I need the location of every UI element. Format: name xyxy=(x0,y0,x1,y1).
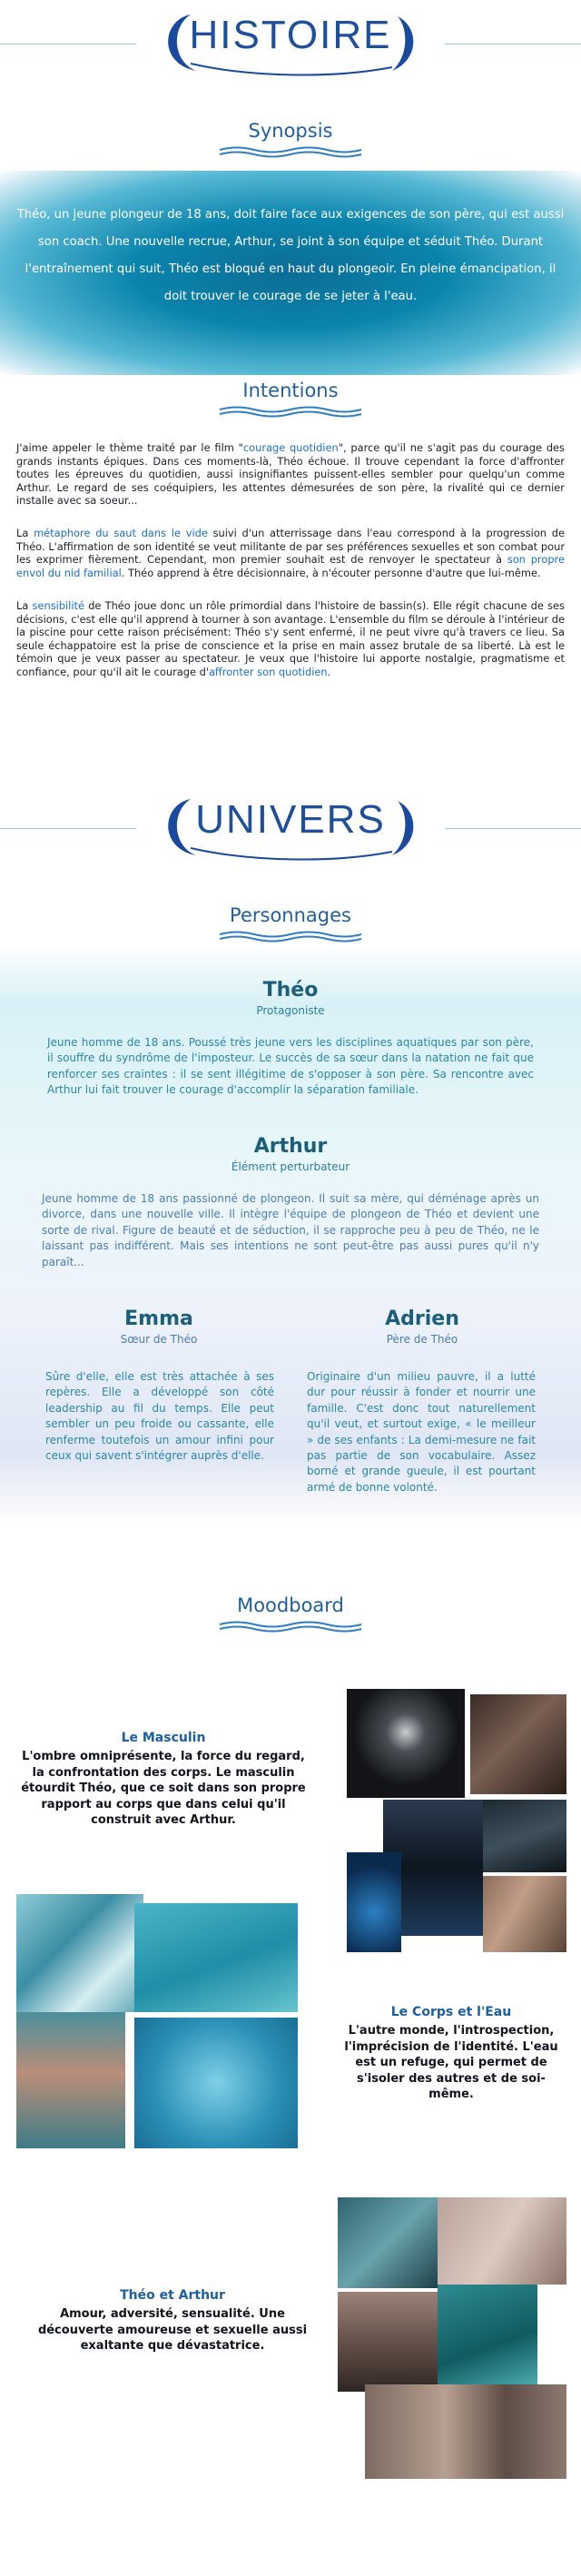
photo-swimmer-top xyxy=(134,1903,298,2012)
arthur-name: Arthur xyxy=(253,1135,328,1158)
photo-underwater-blue xyxy=(347,1852,401,1952)
highlight-envol: son propre envol du nid familial xyxy=(16,553,566,579)
emma-description: Sûre d'elle, elle est très attachée à ses repères. Elle a développé son côté leadership au fil du temps. Elle peut sembler un peu froide ou cassante, elle renferme toutefois un amour infini pour ceux qui savent s'intégrer auprès d'elle. xyxy=(45,1370,274,1463)
intentions-wave-icon xyxy=(218,405,363,418)
photo-embrace xyxy=(338,2292,438,2392)
photo-bodies-bottom xyxy=(365,2384,566,2479)
corps-text: L'autre monde, l'introspection, l'imprécision de l'identité. L'eau est un refuge, qui permet de s'isoler des autres et de soi-même. xyxy=(344,2024,558,2101)
photo-figure-light xyxy=(347,1689,465,1798)
personnages-title: Personnages xyxy=(230,904,351,926)
photo-aqua-teal xyxy=(438,2285,537,2384)
theo-arthur-photo-collage xyxy=(338,2197,566,2479)
theo-name: Théo xyxy=(262,979,319,1002)
intentions-paragraph-3: La sensibilité de Théo joue donc un rôle primordial dans l'histoire de bassin(s). Elle régit chacune de ses décisions, c'est elle qu'il apprend à tourner à son avantage. L'ensemble du film se déroule à l'intérieur de la piscine pour cette raison précisément: Théo s'y sent enfermé, il ne peut vivre qu'à travers ce lieu. Sa seule échappatoire est la prise de conscience et la prise en main assez brutale de sa liberté. Là est le témoin que je veux passer au spectateur. Je veux que l'histoire lui apporte nostalgie, pragmatisme et confiance, pour qu'il ait le courage d'affronter son quotidien. xyxy=(16,599,565,678)
photo-hands-water xyxy=(338,2197,438,2288)
theo-role: Protagoniste xyxy=(256,1004,325,1017)
histoire-title: HISTOIRE xyxy=(189,13,392,57)
photo-body-dark xyxy=(483,1800,566,1872)
moodboard-wave-icon xyxy=(218,1620,363,1633)
theo-description: Jeune homme de 18 ans. Poussé très jeune vers les disciplines aquatiques par son père, il souffre du syndrôme de l'imposteur. Le succès de sa sœur dans la natation ne fait que renforcer ses craintes : il se sent illégitime de s'opposer à son père. Sa rencontre avec Arthur lui fait trouver le courage d'accomplir la séparation familiale. xyxy=(47,1036,534,1097)
masculin-photo-collage xyxy=(347,1689,566,1952)
synopsis-wave-icon xyxy=(218,145,363,158)
univers-title: UNIVERS xyxy=(195,797,386,842)
emma-name: Emma xyxy=(124,1308,193,1330)
masculin-text: L'ombre omniprésente, la force du regard, la confrontation des corps. Le masculin étourdit Théo, que ce soit dans son propre rapport au corps que dans celui qu'il construit avec Arthur. xyxy=(21,1750,306,1827)
photo-swimmer-underwater xyxy=(134,2018,298,2148)
highlight-courage-quotidien: courage quotidien xyxy=(242,441,339,454)
personnages-wave-icon xyxy=(218,930,363,943)
synopsis-text: Théo, un jeune plongeur de 18 ans, doit faire face aux exigences de son père, qui est aussi son coach. Une nouvelle recrue, Arthur, se joint à son équipe et séduit Théo. Durant l'entraînement qui suit, Théo est bloqué en haut du plongeoir. En pleine émancipation, il doit trouver le courage de se jeter à l'eau. xyxy=(16,208,565,303)
moodboard-title: Moodboard xyxy=(237,1594,344,1616)
photo-eye-closeup xyxy=(470,1694,566,1794)
adrien-description: Originaire d'un milieu pauvre, il a lutté dur pour réussir à fonder et nourrir une famille. C'est donc tout naturellement qu'il veut, et surtout exige, « le meilleur » de ses enfants : La demi-mesure ne fait pas partie de son vocabulaire. Assez borné et grande gueule, il est pourtant armé de bonne volonté. xyxy=(307,1370,536,1494)
photo-water-ripples xyxy=(16,1894,143,2012)
arthur-description: Jeune homme de 18 ans passionné de plongeon. Il suit sa mère, qui déménage après un divorce, dans une nouvelle ville. Il intègre l'équipe de plongeon de Théo et devient une sorte de rival. Figure de beauté et de séduction, il se rapproche peu à peu de Théo, ne le laissant pas indifférent. Mais ses intentions ne sont peut-être pas aussi pures qu'il n'y paraît... xyxy=(42,1192,539,1268)
photo-legs-underwater xyxy=(16,2012,125,2148)
photo-skin-close xyxy=(483,1876,566,1952)
highlight-sensibilite: sensibilité xyxy=(32,599,84,612)
intentions-title: Intentions xyxy=(242,380,339,401)
highlight-metaphore: métaphore du saut dans le vide xyxy=(34,527,208,539)
arthur-role: Élément perturbateur xyxy=(231,1160,350,1173)
intentions-paragraph-1: J'aime appeler le thème traité par le film "courage quotidien", parce qu'il ne s'agit pas du courage des grands instants épiques. Dans ces moments-là, Théo échoue. Il trouve cependant la force d'affronter toutes les épreuves du quotidien, aussi insignifiantes puissent-elles sembler pour quelqu'un comme Arthur. Le regard de ses coéquipiers, les attentes démesurées de son père, la rivalité qui ce dernier installe avec sa soeur... xyxy=(16,441,565,508)
highlight-affronter: affronter son quotidien xyxy=(208,665,328,678)
masculin-title: Le Masculin xyxy=(121,1731,206,1745)
theo-arthur-title: Théo et Arthur xyxy=(120,2288,225,2303)
theo-arthur-text: Amour, adversité, sensualité. Une découverte amoureuse et sexuelle aussi exaltante que dévastatrice. xyxy=(37,2307,308,2353)
photo-neck-close xyxy=(438,2197,566,2285)
emma-role: Sœur de Théo xyxy=(120,1333,198,1346)
corps-title: Le Corps et l'Eau xyxy=(390,2005,512,2019)
adrien-name: Adrien xyxy=(385,1308,459,1330)
adrien-role: Père de Théo xyxy=(386,1333,458,1346)
synopsis-title: Synopsis xyxy=(248,120,333,142)
corps-photo-collage xyxy=(16,1894,298,2148)
intentions-paragraph-2: La métaphore du saut dans le vide suivi d'un atterrissage dans l'eau correspond à la progression de Théo. L'affirmation de son identité se veut militante de par ses préférences sexuelles et son combat pour les exprimer fièrement. Cependant, mon premier souhait est de renvoyer le spectateur à son propre envol du nid familial. Théo apprend à être décisionnaire, à n'écouter personne d'autre que lui-même. xyxy=(16,527,566,579)
